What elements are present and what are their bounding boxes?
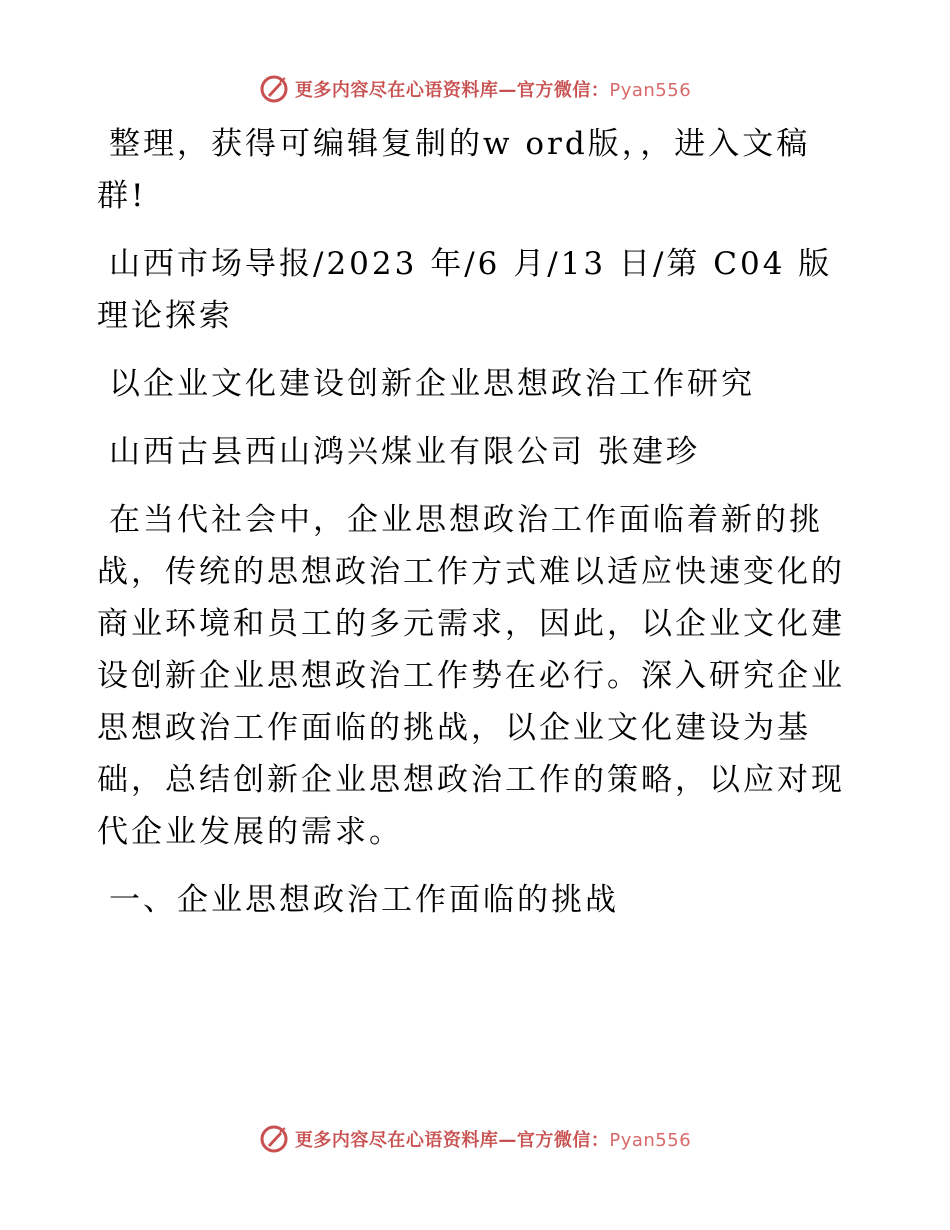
watermark-text: 更多内容尽在心语资料库—官方微信：Pyan556 (294, 80, 692, 101)
intro-notice: 整理，获得可编辑复制的w ord版，，进入文稿群! (97, 126, 811, 214)
quill-circle-logo-icon (259, 74, 289, 104)
author-line: 山西古县西山鸿兴煤业有限公司 张建珍 (109, 434, 700, 470)
abstract-paragraph: 在当代社会中，企业思想政治工作面临着新的挑战，传统的思想政治工作方式难以适应快速变化的商业环境和员工的多元需求，因此，以企业文化建设创新企业思想政治工作势在必行。深入研究企业思想政治工作面临的挑战，以企业文化建设为基础，总结创新企业思想政治工作的策略，以应对现代企业发展的需求。 (97, 502, 845, 850)
section-heading: 一、企业思想政治工作面临的挑战 (109, 882, 619, 918)
watermark-text: 更多内容尽在心语资料库—官方微信：Pyan556 (294, 1130, 692, 1151)
header-watermark (0, 72, 950, 106)
document-body (97, 118, 857, 942)
watermark-id: Pyan556 (609, 80, 692, 101)
watermark-id: Pyan556 (609, 1130, 692, 1151)
article-title: 以企业文化建设创新企业思想政治工作研究 (109, 366, 755, 402)
quill-circle-logo-icon (259, 1124, 289, 1154)
footer-watermark (0, 1122, 950, 1156)
source-line: 山西市场导报/2023 年/6 月/13 日/第 C04 版理论探索 (97, 246, 833, 334)
